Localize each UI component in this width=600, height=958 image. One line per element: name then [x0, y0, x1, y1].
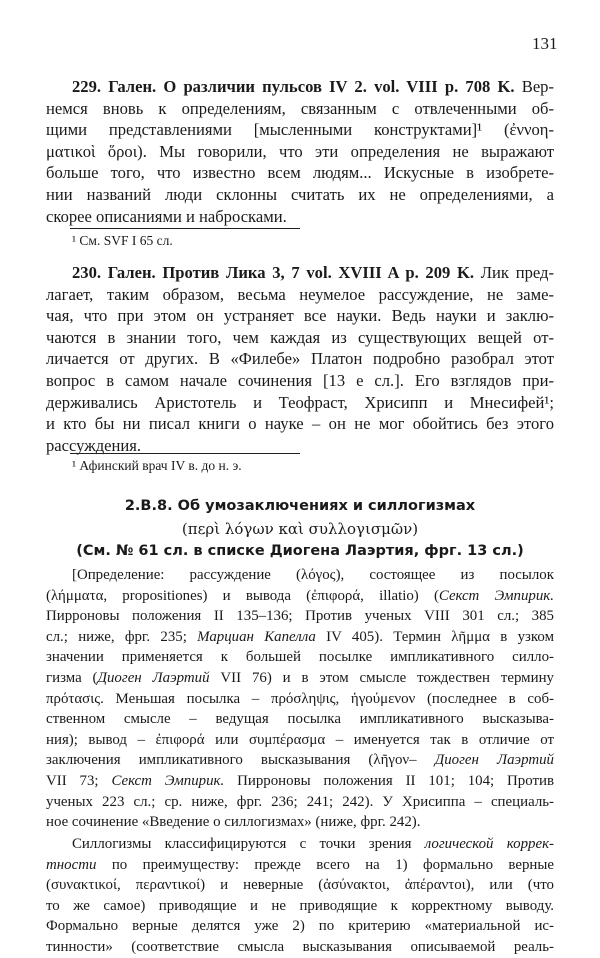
text-segment: чая, что при этом он устраняет все науки. Ведь науки и заклю- — [46, 306, 554, 326]
paragraph-definition — [46, 565, 554, 833]
text-segment: [Определение: рассуждение (λόγος), состоящее из посылок — [72, 567, 554, 583]
text-line — [46, 896, 554, 917]
text-line — [46, 98, 554, 120]
text-line — [46, 792, 554, 813]
text-line — [46, 162, 554, 184]
text-segment: нии названий люди склонны считать их не определениями, а — [46, 184, 554, 204]
text-segment: тинности» (соответствие смысла высказывания описываемой реаль- — [46, 938, 554, 955]
text-line — [46, 76, 554, 98]
text-segment: Пирроновы положения II 135–136; Против ученых VIII 301 сл.; 385 — [46, 608, 554, 625]
paragraph-syllogisms — [46, 834, 554, 958]
text-segment: то же самое) приводящие и не приводящие к корректному выводу. — [46, 897, 554, 914]
text-line — [46, 855, 554, 876]
text-line — [46, 668, 554, 689]
text-segment: гизма ( — [46, 669, 98, 686]
text-line — [46, 586, 554, 607]
text-segment: ное сочинение «Введение о силлогизмах» (ниже, фрг. 242). — [46, 814, 421, 831]
text-segment: Диоген Лаэртий — [434, 752, 554, 769]
text-segment: (συνακτικοί, περαντικοί) и неверные (ἀσύνακτοι, ἀπέραντοι), или (что — [46, 877, 554, 894]
footnote-divider — [70, 453, 300, 454]
text-segment: личается от других. В «Филебе» Платон подробно разобрал этот — [46, 349, 554, 369]
text-segment: 229. Гален. О различии пульсов IV 2. vol. VIII p. 708 K. — [72, 77, 515, 96]
text-line — [46, 937, 554, 958]
text-segment: по преимуществу: прежде всего на 1) формально верные — [96, 856, 554, 873]
text-line — [46, 709, 554, 730]
paragraph-230 — [46, 262, 554, 456]
text-segment: ственном смысле – ведущая посылка импликативного высказыва- — [46, 711, 554, 728]
text-segment: тности — [46, 856, 97, 873]
text-segment: скорее описаниями и набросками. — [46, 206, 287, 226]
text-segment: лагает, таким образом, весьма неумелое рассуждение, не заме- — [46, 284, 554, 304]
text-segment: ния); вывод – ἐπιφορά или συμπέρασμα – именуется так в отличие от — [46, 731, 554, 748]
text-segment: Секст Эмпирик. — [111, 772, 225, 789]
text-segment: Марциан Капелла — [197, 628, 316, 645]
text-line — [46, 647, 554, 668]
footnote-divider — [70, 228, 300, 229]
text-segment: и кто бы ни писал книги о науке – он не мог обойтись без этого — [46, 414, 554, 434]
text-line — [46, 141, 554, 163]
text-line — [46, 730, 554, 751]
text-line — [46, 812, 554, 833]
text-line — [46, 119, 554, 141]
text-line — [46, 284, 554, 306]
text-line — [46, 606, 554, 627]
text-segment: πρότασις. Меньшая посылка – πρόσληψις, ἡγούμενον (последнее в соб- — [46, 690, 554, 707]
footnote-230: ¹ Афинский врач IV в. до н. э. — [72, 458, 242, 473]
text-segment: Формально верные делятся уже 2) по критерию «материальной ис- — [46, 918, 554, 935]
text-line — [46, 348, 554, 370]
text-segment: сл.; ниже, фрг. 235; — [46, 628, 198, 645]
text-line — [46, 750, 554, 771]
section-greek-title: (περὶ λόγων καὶ συλλογισμῶν) — [181, 520, 419, 538]
text-segment: VII 76) и в этом смысле тождествен термину — [209, 669, 554, 686]
text-segment: ματικοὶ ὅροι). Мы говорили, что эти определения не выражают — [46, 141, 554, 161]
text-segment: Вер- — [514, 77, 555, 96]
text-segment: больше того, что известно всем людям... Искусные в изобрете- — [46, 163, 554, 183]
text-line — [46, 392, 554, 414]
text-segment: Лик пред- — [474, 263, 554, 282]
text-segment: вопрос в самом начале сочинения [13 e сл.]. Его взглядов при- — [46, 370, 554, 390]
text-segment: Силлогизмы классифицируются с точки зрения — [72, 836, 425, 852]
section-reference: (См. № 61 сл. в списке Диогена Лаэртия, фрг. 13 сл.) — [76, 543, 524, 559]
footnote-229: ¹ См. SVF I 65 сл. — [72, 233, 173, 248]
text-segment: ученых 223 сл.; ср. ниже, фрг. 236; 241; 242). У Хрисиппа – специаль- — [46, 793, 554, 810]
text-segment: VII 73; — [46, 772, 112, 789]
text-line — [46, 370, 554, 392]
text-segment: значении применяется к большей посылке импликативного силло- — [46, 649, 554, 666]
text-line — [46, 565, 554, 586]
text-segment: щими представлениями [мысленными конструктами]¹ (ἐννοη- — [46, 120, 554, 140]
text-line — [46, 327, 554, 349]
text-segment: рассуждения. — [46, 435, 142, 455]
text-line — [46, 305, 554, 327]
text-segment: (λήμματα, propositiones) и вывода (ἐπιφορά, illatio) ( — [46, 587, 439, 604]
text-segment: 230. Гален. Против Лика 3, 7 vol. XVIII A p. 209 K. — [72, 263, 475, 282]
text-segment: Секст Эмпирик. — [438, 587, 554, 604]
page-number: 131 — [532, 34, 558, 53]
paragraph-229 — [46, 76, 554, 227]
text-line — [46, 771, 554, 792]
text-line — [46, 184, 554, 206]
text-line — [46, 689, 554, 710]
text-segment: IV 405). Термин λῆμμα в узком — [315, 628, 554, 645]
text-segment: Диоген Лаэртий — [97, 669, 210, 686]
text-segment: чаются в знании того, чем каждая из существующих вещей от- — [46, 327, 554, 347]
text-segment: заключения импликативного высказывания (λῆγον– — [46, 752, 435, 769]
text-line — [46, 206, 554, 228]
text-segment: держивались Аристотель и Теофраст, Хрисипп и Мнесифей¹; — [46, 392, 554, 412]
text-line — [46, 916, 554, 937]
text-line — [46, 834, 554, 855]
text-line — [46, 627, 554, 648]
text-line — [46, 262, 554, 284]
text-line — [46, 875, 554, 896]
text-segment: логической коррек- — [424, 836, 555, 852]
text-segment: немся вновь к определениям, связанным с отвлеченными об- — [46, 98, 554, 118]
text-segment: Пирроновы положения II 101; 104; Против — [224, 772, 555, 789]
text-line — [46, 413, 554, 435]
section-title: 2.B.8. Об умозаключениях и силлогизмах — [124, 498, 476, 514]
